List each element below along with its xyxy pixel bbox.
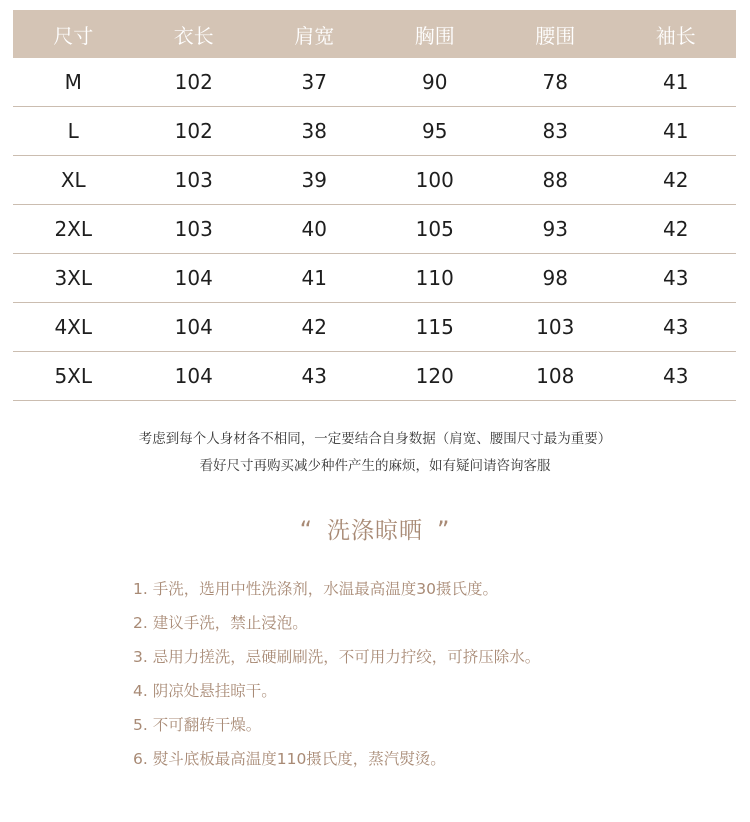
table-row bbox=[13, 156, 736, 205]
table-row bbox=[13, 254, 736, 303]
table-cell: 104 bbox=[134, 352, 255, 401]
table-cell: 41 bbox=[616, 107, 737, 156]
header-sleeve: 袖长 bbox=[616, 10, 737, 58]
table-cell: 41 bbox=[616, 58, 737, 107]
table-cell-size: L bbox=[13, 107, 134, 156]
table-cell-size: XL bbox=[13, 156, 134, 205]
table-row bbox=[13, 352, 736, 401]
table-cell: 39 bbox=[254, 156, 375, 205]
list-item: 3. 忌用力搓洗，忌硬刷刷洗，不可用力拧绞，可挤压除水。 bbox=[133, 648, 541, 666]
table-cell: 98 bbox=[495, 254, 616, 303]
table-cell: 88 bbox=[495, 156, 616, 205]
list-item: 1. 手洗，选用中性洗涤剂，水温最高温度30摄氏度。 bbox=[133, 580, 498, 598]
size-table bbox=[13, 10, 736, 401]
table-cell-size: 3XL bbox=[13, 254, 134, 303]
list-item: 6. 熨斗底板最高温度110摄氏度，蒸汽熨烫。 bbox=[133, 750, 446, 768]
list-item: 4. 阴凉处悬挂晾干。 bbox=[133, 682, 277, 700]
table-cell: 105 bbox=[375, 205, 496, 254]
header-waist: 腰围 bbox=[495, 10, 616, 58]
table-cell-size: M bbox=[13, 58, 134, 107]
table-cell: 42 bbox=[616, 156, 737, 205]
table-cell: 103 bbox=[495, 303, 616, 352]
table-row bbox=[13, 205, 736, 254]
close-quote-mark: ” bbox=[437, 516, 451, 544]
list-item: 5. 不可翻转干燥。 bbox=[133, 716, 262, 734]
table-row bbox=[13, 303, 736, 352]
size-advice-note: 考虑到每个人身材各不相同，一定要结合自身数据（肩宽、腰围尺寸最为重要） bbox=[138, 431, 612, 447]
table-cell: 37 bbox=[254, 58, 375, 107]
table-cell: 104 bbox=[134, 254, 255, 303]
open-quote-mark: “ bbox=[299, 516, 313, 544]
care-section-title bbox=[0, 512, 750, 545]
table-cell: 43 bbox=[616, 303, 737, 352]
table-cell-size: 2XL bbox=[13, 205, 134, 254]
table-cell-size: 5XL bbox=[13, 352, 134, 401]
size-table-header-row bbox=[13, 10, 736, 58]
table-row bbox=[13, 58, 736, 107]
table-cell: 115 bbox=[375, 303, 496, 352]
table-cell: 90 bbox=[375, 58, 496, 107]
table-cell: 103 bbox=[134, 205, 255, 254]
header-size: 尺寸 bbox=[13, 10, 134, 58]
table-cell: 100 bbox=[375, 156, 496, 205]
table-cell: 120 bbox=[375, 352, 496, 401]
table-cell: 93 bbox=[495, 205, 616, 254]
table-cell: 38 bbox=[254, 107, 375, 156]
table-cell: 83 bbox=[495, 107, 616, 156]
header-chest: 胸围 bbox=[375, 10, 496, 58]
customer-service-note: 看好尺寸再购买减少种件产生的麻烦，如有疑问请咨询客服 bbox=[199, 458, 551, 474]
table-row bbox=[13, 107, 736, 156]
table-cell-size: 4XL bbox=[13, 303, 134, 352]
table-cell: 102 bbox=[134, 107, 255, 156]
table-cell: 102 bbox=[134, 58, 255, 107]
table-cell: 43 bbox=[616, 254, 737, 303]
table-cell: 43 bbox=[616, 352, 737, 401]
table-cell: 43 bbox=[254, 352, 375, 401]
care-title-text: 洗涤晾晒 bbox=[327, 518, 423, 544]
table-cell: 104 bbox=[134, 303, 255, 352]
list-item: 2. 建议手洗，禁止浸泡。 bbox=[133, 614, 308, 632]
header-shoulder: 肩宽 bbox=[254, 10, 375, 58]
table-cell: 41 bbox=[254, 254, 375, 303]
table-cell: 40 bbox=[254, 205, 375, 254]
header-length: 衣长 bbox=[134, 10, 255, 58]
table-cell: 42 bbox=[254, 303, 375, 352]
table-cell: 108 bbox=[495, 352, 616, 401]
table-cell: 42 bbox=[616, 205, 737, 254]
table-cell: 95 bbox=[375, 107, 496, 156]
table-cell: 110 bbox=[375, 254, 496, 303]
table-cell: 78 bbox=[495, 58, 616, 107]
table-cell: 103 bbox=[134, 156, 255, 205]
care-instructions-list bbox=[133, 576, 540, 780]
